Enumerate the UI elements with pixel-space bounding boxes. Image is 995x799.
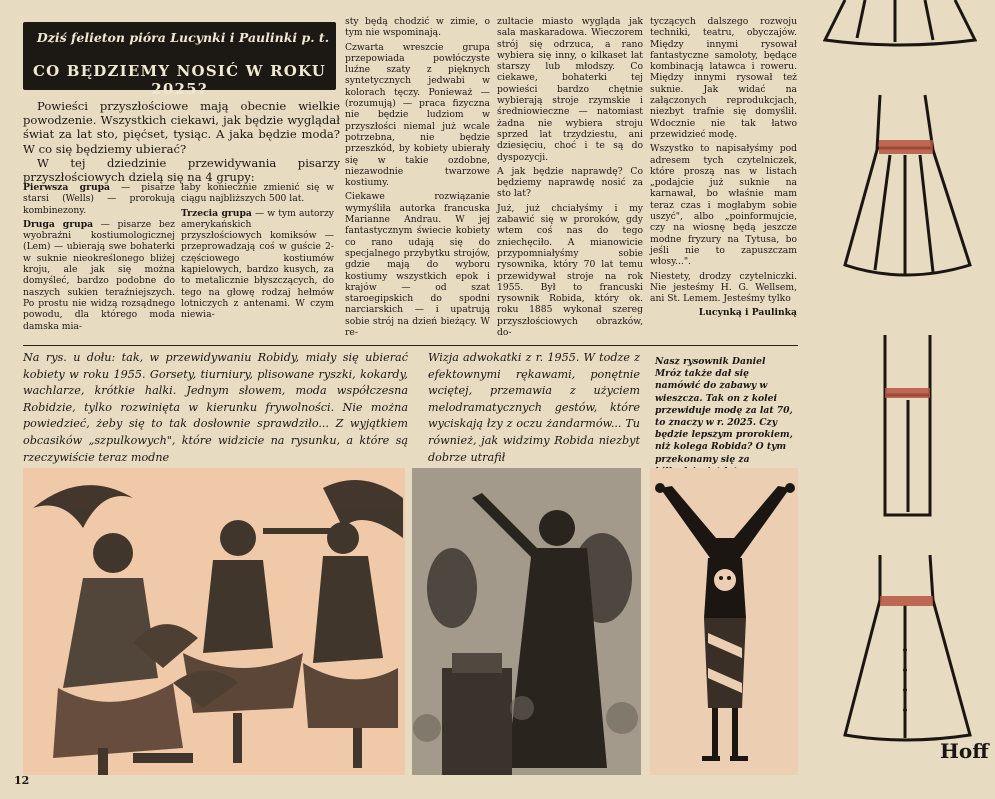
author-line: Dziś felieton pióra Lucynki i Paulinki p. t.	[36, 30, 330, 45]
text-column-5	[650, 16, 797, 322]
lawyer-drawing	[412, 468, 641, 775]
mroz-figure-illustration	[650, 468, 798, 775]
lawyer-vision-image	[412, 468, 641, 775]
group-text: — w tym autorzy amerykańskich przyszłościowych komiksów — przeprowadzają coś w guście 2-częściowego kostiumów kąpielowych, bardzo kusych, za to metalicznie błyszczących, do tego na głowę rodzaj hełmów lotniczych z antenami. W czym niewia-	[181, 207, 334, 321]
text-column-4	[497, 16, 643, 341]
divider	[23, 345, 798, 346]
lead-paragraph: W tej dziedzinie przewidywania pisarzy przyszłościowych dzielą się na 4 grupy:	[23, 155, 340, 185]
robida-ladies-illustration	[23, 468, 405, 775]
text-column-1	[23, 182, 175, 335]
paragraph: Wszystko to napisałyśmy pod adresem tych czytelniczek, które proszą nas w listach „podajcie już suknie na karnawał, bo właśnie mam teraz czas i mogłabym sobie uszyć", albo „poinformujcie, czy na wiosnę będą jeszcze modne fryzury na Tytusa, bo jeśli nie to zapuszczam włosy...".	[650, 143, 797, 268]
group-text: — pisarze bez wyobraźni kostiumologicznej (Lem) — ubierają swe bohaterki w suknie nieokreślonego bliżej kroju, ale jak się można domyśleć, bardzo podobne do naszych sukien teraźniejszych. Po prostu nie widzą rozsądnego powodu, dla którego moda damska mia-	[23, 218, 175, 332]
group-heading: Trzecia grupa	[181, 207, 252, 219]
caption-lawyer-vision: Wizja adwokatki z r. 1955. W todze z efektownymi rękawami, ponętnie wciętej, przemawia z użyciem melodramatycznych gestów, które wyciskają łzy z oczu żandarmów... Tu również, jak widzimy Robida niezbyt dobrze utrafił	[428, 351, 640, 464]
ladies-drawing	[23, 468, 405, 775]
paragraph: A jak będzie naprawdę? Co będziemy naprawdę nosić za sto lat?	[497, 165, 643, 200]
article-banner	[23, 22, 336, 98]
paragraph: Już, już chciałyśmy i my zabawić się w proroków, gdy wtem coś nas do tego zniechęciło. A mianowicie przypomniałyśmy sobie rysownika, który 70 lat temu przewidywał stroje na rok 1955. Był to francuski rysownik Robida, który ok. roku 1885 wykonał szereg przyszłościowych obrazków, do-	[497, 202, 643, 339]
paragraph: sty będą chodzić w zimie, o tym nie wspominają.	[345, 16, 490, 39]
group-text: łaby koniecznie zmienić się w ciągu najbliższych 500 lat.	[181, 182, 334, 205]
harlequin-drawing	[650, 468, 798, 775]
paragraph: Czwarta wreszcie grupa przepowiada powłóczyste luźne szaty z pięknych syntetycznych jedwabi w kolorach tęczy. Ponieważ — (rozumują) — praca fizyczna nie będzie ludziom w przyszłości niemal już wcale potrzebna, nie będzie przeszkód, by kobiety ubierały się w takie ozdobne, niezawodnie twarzowe kostiumy.	[345, 41, 490, 189]
text-column-2	[181, 182, 334, 324]
caption-robida-drawing: Na rys. u dołu: tak, w przewidywaniu Robidy, miały się ubierać kobiety w roku 1955. Gorsety, tiurniury, plisowane ryszki, kokardy, wachlarze, krótkie halki. Jednym słowem, moda współczesna Robidzie, tylko rozwinięta w kierunku frywolności. Nie można powiedzieć, żeby się to tak dosłownie sprawdziło... Z wyjątkiem obcasików „szpulkowych", które widzicie na rysunku, a które są rzeczywiście teraz modne	[23, 351, 408, 464]
caption-mroz-drawing: Nasz rysownik Daniel Mróz także dał się namówić do zabawy w wieszcza. Tak on z kolei przewiduje modę za lat 70, to znaczy w r. 2025. Czy będzie lepszym prorokiem, niż kolega Robida? O tym przekonamy się za	[655, 356, 793, 465]
text-column-3	[345, 16, 490, 341]
signature: Lucynką i Paulinką	[698, 307, 797, 319]
lead-paragraph: Powieści przyszłościowe mają obecnie wielkie powodzenie. Wszystkich ciekawi, jak będzie wyglądał świat za lat sto, pięćset, tysiąc. A jaka będzie moda? W co się będziemy ubierać?	[23, 99, 340, 156]
paragraph: tyczących dalszego rozwoju techniki, teatru, obyczajów. Między innymi rysował fantastyczne samoloty, będące kombinacją latawca i roweru. Między innymi rysował też suknie. Jak widać na załączonych reprodukcjach, niezbyt trafnie się domyślił. Wdocznie nie tak łatwo przewidzieć modę.	[650, 16, 797, 140]
paragraph: Niestety, drodzy czytelniczki. Nie jesteśmy H. G. Wellsem, ani St. Lemem. Jesteśmy tylko	[650, 270, 797, 305]
group-heading: Druga grupa	[23, 218, 94, 230]
lead-text	[23, 99, 340, 184]
page-number: 12	[14, 774, 30, 787]
artist-signature: Hoff	[940, 739, 989, 763]
paragraph: Ciekawe rozwiązanie wymyśliła autorka francuska Marianne Andrau. W jej fantastycznym świecie kobiety co rano udają się do specjalnego przybytku strojów, gdzie mają do wyboru kostiumy wszystkich epok i krajów — od szat staroegipskich do spodni narciarskich — i upatrują sobie strój na dzień bieżący. W re-	[345, 191, 490, 339]
dress-sketches-drawing	[805, 0, 995, 799]
paragraph: zultacie miasto wygląda jak sala maskaradowa. Wieczorem strój się odrzuca, a rano wybiera się inny, o kilkaset lat starszy lub młodszy. Co ciekawe, bohaterki tej powieści bardzo chętnie wybierają stroje rzymskie i średniowieczne — natomiast żadna nie wybiera stroju sprzed lat trzydziestu, ani dziesięciu, choć i te są do dyspozycji.	[497, 16, 643, 163]
group-heading: Pierwsza grupa	[23, 182, 110, 193]
group-text: — pisarze starsi (Wells) — prorokują kombinezony.	[23, 182, 175, 216]
article-title: CO BĘDZIEMY NOSIĆ W ROKU 2025?	[32, 62, 327, 98]
dress-sketches	[805, 0, 995, 799]
